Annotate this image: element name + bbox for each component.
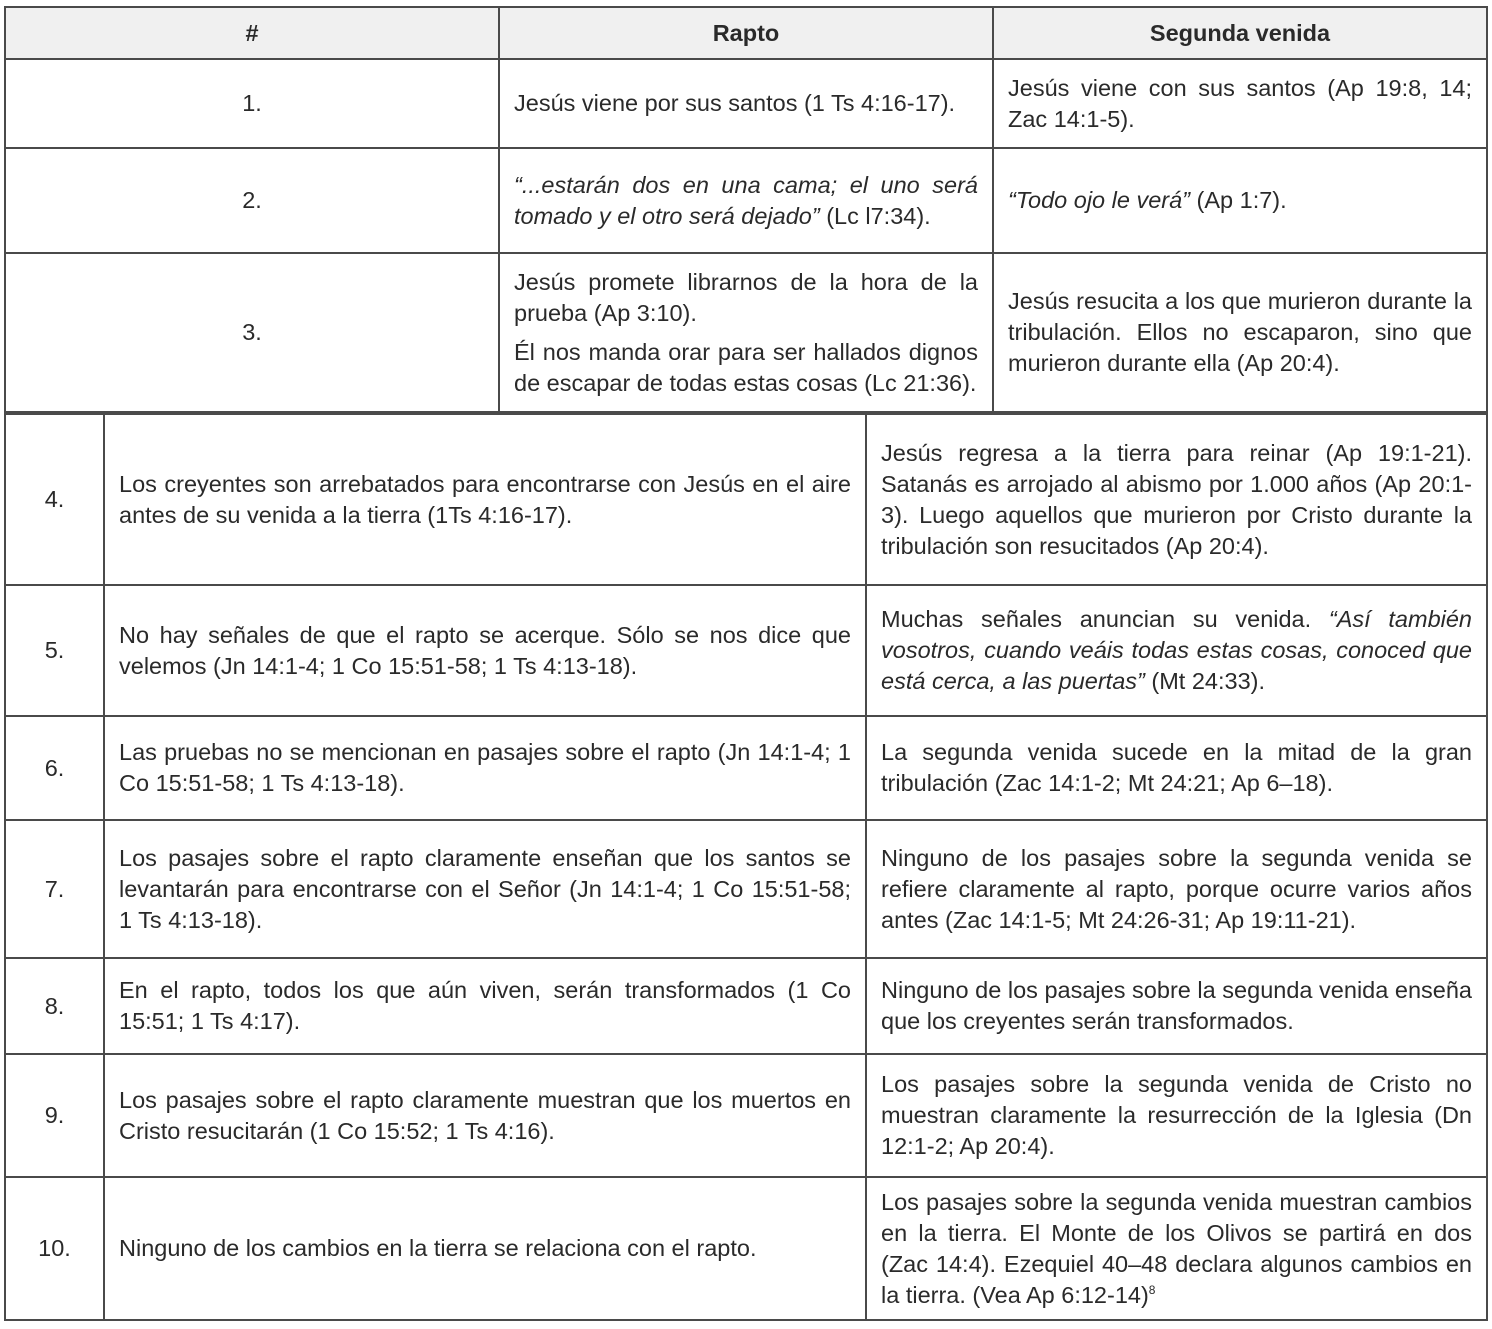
rapto-cell	[104, 1177, 866, 1320]
table-row	[5, 414, 1487, 585]
table-row	[5, 716, 1487, 820]
segunda-cell	[866, 820, 1487, 958]
table-row	[5, 820, 1487, 958]
row-number: 6.	[5, 716, 104, 820]
segunda-text: (Mt 24:33).	[1144, 668, 1266, 694]
rapto-cell	[499, 59, 993, 148]
rapto-text: Las pruebas no se mencionan en pasajes sobre el rapto (Jn 14:1-4; 1 Co 15:51-58; 1 Ts 4:13-18).	[119, 739, 851, 796]
row-number: 1.	[5, 59, 499, 148]
row-number: 4.	[5, 414, 104, 585]
segunda-text: Los pasajes sobre la segunda venida muestran cambios en la tierra. El Monte de los Olivos se partirá en dos (Zac 14:4). Ezequiel 40–48 declara algunos cambios en la tierra. (Vea Ap 6:12-14)	[881, 1188, 1472, 1308]
row-number: 9.	[5, 1054, 104, 1177]
rapto-cell	[499, 253, 993, 412]
rapto-text: En el rapto, todos los que aún viven, serán transformados (1 Co 15:51; 1 Ts 4:17).	[119, 977, 851, 1034]
rapto-text: Él nos manda orar para ser hallados dignos de escapar de todas estas cosas (Lc 21:36).	[514, 338, 978, 396]
segunda-cell	[866, 585, 1487, 716]
row-number: 2.	[5, 148, 499, 253]
comparison-table-top	[4, 6, 1488, 413]
row-number: 10.	[5, 1177, 104, 1320]
row-number: 3.	[5, 253, 499, 412]
rapto-quote: “...estarán dos en una cama; el uno será tomado y el otro será dejado”	[514, 171, 978, 229]
row-number: 8.	[5, 958, 104, 1054]
rapto-cell	[104, 820, 866, 958]
segunda-text: Ninguno de los pasajes sobre la segunda venida enseña que los creyentes serán transformados.	[881, 977, 1472, 1034]
segunda-text: Jesús regresa a la tierra para reinar (Ap 19:1-21). Satanás es arrojado al abismo por 1.000 años (Ap 20:1-3). Luego aquellos que murieron por Cristo durante la tribulación son resucitados (Ap 20:4).	[881, 439, 1472, 559]
rapto-cell	[104, 958, 866, 1054]
table-row	[5, 1177, 1487, 1320]
segunda-text: Ninguno de los pasajes sobre la segunda venida se refiere claramente al rapto, porque ocurre varios años antes (Zac 14:1-5; Mt 24:26-31; Ap 19:11-21).	[881, 844, 1472, 933]
segunda-text: Muchas señales anuncian su venida.	[881, 606, 1329, 632]
segunda-quote: “Así también vosotros, cuando veáis todas estas cosas, conoced que está cerca, a las puertas”	[881, 606, 1472, 694]
segunda-cell	[993, 59, 1487, 148]
table-row	[5, 59, 1487, 148]
rapto-text: Los pasajes sobre el rapto claramente enseñan que los santos se levantarán para encontrarse con el Señor (Jn 14:1-4; 1 Co 15:51-58; 1 Ts 4:13-18).	[119, 844, 851, 933]
table-row	[5, 148, 1487, 253]
header-rapto: Rapto	[499, 7, 993, 59]
rapto-text: (Lc l7:34).	[819, 202, 931, 229]
row-number: 5.	[5, 585, 104, 716]
row-number: 7.	[5, 820, 104, 958]
segunda-text: La segunda venida sucede en la mitad de la gran tribulación (Zac 14:1-2; Mt 24:21; Ap 6–18).	[881, 739, 1472, 796]
comparison-table-bottom	[4, 413, 1488, 1321]
segunda-cell	[866, 716, 1487, 820]
rapto-cell	[104, 1054, 866, 1177]
rapto-text: Los creyentes son arrebatados para encontrarse con Jesús en el aire antes de su venida a la tierra (1Ts 4:16-17).	[119, 470, 851, 528]
segunda-cell	[866, 1054, 1487, 1177]
rapto-cell	[104, 414, 866, 585]
footnote-marker: 8	[1148, 1282, 1156, 1297]
rapto-text: Jesús promete librarnos de la hora de la prueba (Ap 3:10).	[514, 268, 978, 326]
table-row	[5, 1054, 1487, 1177]
segunda-cell	[993, 148, 1487, 253]
rapto-text: Los pasajes sobre el rapto claramente muestran que los muertos en Cristo resucitarán (1 Co 15:52; 1 Ts 4:16).	[119, 1086, 851, 1144]
header-num: #	[5, 7, 499, 59]
segunda-cell	[866, 958, 1487, 1054]
segunda-cell	[993, 253, 1487, 412]
rapto-text: Jesús viene por sus santos (1 Ts 4:16-17).	[514, 90, 956, 116]
rapto-cell	[104, 716, 866, 820]
rapto-cell	[104, 585, 866, 716]
segunda-text: Jesús viene con sus santos (Ap 19:8, 14; Zac 14:1-5).	[1008, 74, 1472, 132]
segunda-text: Jesús resucita a los que murieron durante la tribulación. Ellos no escaparon, sino que murieron durante ella (Ap 20:4).	[1008, 288, 1472, 376]
segunda-quote: “Todo ojo le verá”	[1008, 187, 1191, 213]
segunda-cell	[866, 1177, 1487, 1320]
segunda-cell	[866, 414, 1487, 585]
rapto-text: No hay señales de que el rapto se acerque. Sólo se nos dice que velemos (Jn 14:1-4; 1 Co 15:51-58; 1 Ts 4:13-18).	[119, 621, 851, 679]
header-row	[5, 7, 1487, 59]
table-row	[5, 253, 1487, 412]
segunda-text: Los pasajes sobre la segunda venida de Cristo no muestran claramente la resurrección de la Iglesia (Dn 12:1-2; Ap 20:4).	[881, 1071, 1472, 1159]
table-row	[5, 958, 1487, 1054]
table-row	[5, 585, 1487, 716]
segunda-text: (Ap 1:7).	[1190, 187, 1287, 213]
header-segunda-venida: Segunda venida	[993, 7, 1487, 59]
rapto-text: Ninguno de los cambios en la tierra se relaciona con el rapto.	[119, 1235, 757, 1261]
rapto-cell	[499, 148, 993, 253]
